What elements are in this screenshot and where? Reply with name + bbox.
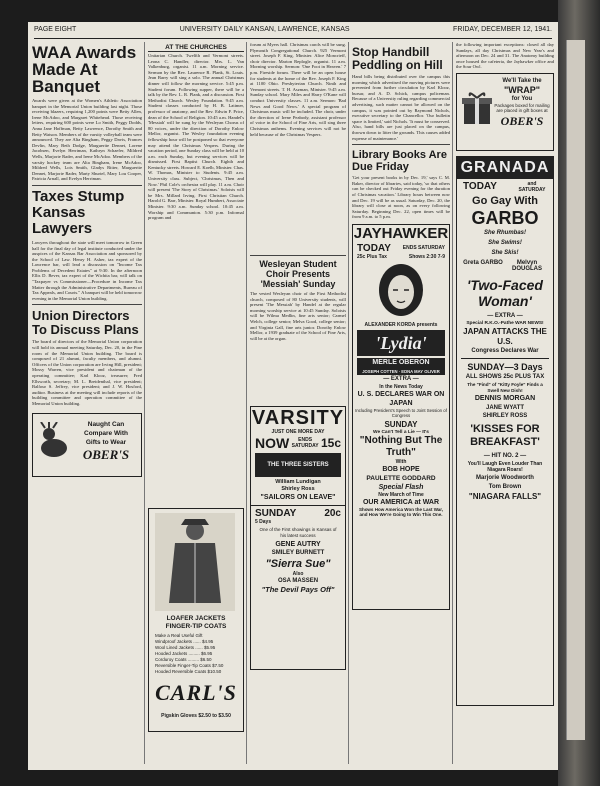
film-title: 'Two-Faced Woman' (467, 276, 543, 309)
ad-hit: — HIT NO. 2 — (483, 452, 527, 459)
ad-footer: Shows How America Won the Last War, and How We're Going to Win This One. (358, 506, 444, 518)
page-edges (566, 40, 585, 740)
ad-item: Wool Lined Jackets ...... $5.95 (155, 645, 216, 650)
obers-ad-wrap (456, 73, 554, 151)
article-library: 'Get your present books in by Dec. 19,' says C. M. Baker, director of libraries, said today, 'so that others can be checked out Friday evening for the duration of Christmas vacation.' Library hours between now and Dec. 19 will be as usual. Saturday, Dec. 20, the library will close at noon, as on every following Saturday. Beginning Dec. 22, open times will be from 9 a.m. to 5 p.m. (352, 175, 450, 220)
ad-price: 25c Plus Tax (357, 253, 387, 260)
headline-library: Library Books Are Due Friday (352, 149, 447, 174)
column-rule (348, 42, 349, 764)
film-title: "The Devil Pays Off" (261, 585, 335, 594)
ad-tagline: JUST ONE MORE DAY (271, 429, 325, 435)
ad-line: Gifts to Wear (85, 438, 127, 446)
page-number: PAGE EIGHT (34, 26, 77, 33)
ad-line: Naught Can (87, 420, 125, 428)
book-spine (558, 0, 600, 786)
ad-news-detail: Congress Declares War (471, 347, 539, 354)
gift-box-icon (460, 90, 494, 126)
film-banner: THE THREE SISTERS (255, 453, 341, 477)
ad-with: With (395, 458, 407, 465)
ad-price: 20c (324, 508, 341, 519)
ad-now: NOW (255, 435, 290, 451)
column-2 (148, 42, 244, 764)
issue-date: FRIDAY, DECEMBER 12, 1941. (453, 26, 552, 33)
ad-tagline: The "Find" of "Kitty Foyle" Finds a Swell New Dish! (467, 381, 543, 393)
star-name: PAULETTE GODDARD (366, 474, 436, 482)
ad-line: She Skis! (491, 249, 519, 256)
ad-footer: Pigskin Gloves $2.50 to $3.50 (161, 713, 231, 719)
headline-handbill: Stop Handbill Peddling on Hill (352, 45, 443, 72)
headline-taxes: Taxes Stump Kansas Lawyers (32, 187, 125, 237)
star-name: OSA MASSEN (277, 578, 319, 584)
column-rule (452, 42, 453, 764)
actress-portrait (371, 260, 431, 322)
film-title: 'KISSES FOR BREAKFAST' (470, 422, 540, 448)
ad-line: FINGER-TIP COATS (165, 623, 227, 630)
ad-item: Windproof Jackets ...... $4.95 (155, 639, 214, 644)
star-name: JANE WYATT (485, 404, 524, 411)
ad-line: "WRAP" (503, 84, 541, 95)
ad-item: Hooded Jackets ......... $6.95 (155, 651, 213, 656)
divider (352, 144, 450, 145)
film-title: "Nothing But The Truth" (359, 434, 443, 458)
star-name: SMILEY BURNETT (271, 550, 325, 556)
ad-line: She Rhumbas! (483, 229, 526, 236)
man-in-jacket-illustration (155, 513, 235, 611)
ad-extra: — EXTRA — (383, 375, 419, 382)
film-title: 'Lydia' (357, 330, 445, 356)
headline-churches: AT THE CHURCHES (148, 45, 244, 52)
ad-sunday: SUNDAY—3 Days (467, 361, 543, 372)
theater-name: GRANADA (457, 157, 553, 179)
column-rule (246, 42, 247, 764)
ad-march-title: OUR AMERICA at WAR (362, 498, 440, 506)
ad-line: LOAFER JACKETS (166, 615, 226, 622)
cast-name: William Lundigan (275, 479, 321, 485)
page-header (34, 26, 552, 39)
ad-price: 15c (320, 436, 341, 450)
varsity-theater-ad (250, 406, 346, 670)
ad-today: TODAY (463, 181, 497, 193)
ad-special: Special Flash (378, 483, 424, 491)
ad-item: Corduroy Coats ......... $6.50 (155, 657, 212, 662)
article-library-cont: the following important exceptions: closed all day Sundays, all day Christmas and New Year's and afternoon on Dec. 24 and 31. The Anatomy building once housed the cafeteria, the Jayhawker office and the Sour Owl. (456, 42, 554, 70)
article-waa-awards: Awards were given at the Women's Athletic Association banquet in the Memorial Union building last night. Those receiving blazers, requiring 1,200 points were Betty Allen, Irene McAdoo, and Margaret Whitehead. Those receiving letters, requiring 600 points were Lo Smith, Peggy Dodds, Anna Jane Hoffman, Betty Lawrence, Dorothy Smith and Betty Watson. Members of the varsity volleyball team were announced. They are Alta Bingham, Peggy Davis, Frances Devlin, Mary Beth Dodge, Marguerite Dennet, Lorene Jacobsen, Evelyn Herriman, Kathryn Schaefer, Mildred Wells, Marjorie Rader, and Irene McAdoo. Members of the varsity hockey team are Alta Bingham, Irene McAdoo, Mildred Wells, Lois Smith, Gladys Ritter, Marguerite Dennet, Marjorie Rader, Marty Shurtel, Mary Lou Cooper, Patricia Arnall, and Evelyn Herriman. (32, 98, 142, 182)
star-name: BOB HOPE (382, 465, 420, 473)
ad-extra: — EXTRA — (487, 312, 523, 319)
article-churches-cont: forum at Myers hall. Christmas carols will be sung. Plymouth Congregational Church. 925 Vermont street. Joseph F. King, Minister. Alice Moncrieff, choir director. Marion Replogle, organist. 11 a.m. Morning worship. Sermon: 'One Foot in Heaven.' 7 p.m. Fireside forum. There will be an open house for students at the home of the Rev. Joseph F. King at 1100 Ohio. Presbyterian Church. Ninth and Vermont streets. T. H. Aszman, Minister. 9:45 a.m. Sunday school. Mary Miles and Harry O'Kane will conduct University classes. 11 a.m. Sermon: 'Bad News and Good News.' A special program of Christmas music will be included. The choir, under the direction of Irene Peabody, assistant professor of voice in the School of Fine Arts, will sing three Christmas anthems. Evening services will not be held because of the Christmas Vespers. (250, 42, 346, 137)
ad-item: Hooded Reversible Coats $10.50 (155, 669, 222, 674)
ad-days: 5 Days (255, 519, 272, 525)
star-name: Tom Brown (488, 483, 522, 490)
ad-item: Make a Real Useful Gift (155, 633, 203, 638)
star-name: SHIRLEY ROSS (482, 412, 528, 419)
theater-name: VARSITY (251, 407, 345, 429)
ad-presents: ALEXANDER KORDA presents (364, 321, 438, 328)
ad-ends: ENDS SATURDAY (402, 245, 445, 252)
ad-tagline: Go Gay With (472, 194, 538, 207)
newspaper-page (28, 22, 558, 770)
divider (32, 185, 142, 186)
star-name: GARBO (471, 207, 539, 228)
star-name: Melvyn DOUGLAS (512, 259, 542, 272)
star-name: DENNIS MORGAN (474, 394, 536, 402)
ad-news-headline: JAPAN ATTACKS THE U.S. (463, 326, 547, 346)
article-handbill: Hand bills being distributed over the campus this morning which advertised the moving pictures were prevented from further circulation by Karl Klooz, bursar, and A. D. Schick, campus policeman. Because of a University ruling regarding commercial advertising, such matter cannot be allowed on the campus, it was pointed out by Raymond Nichols, executive secretary to the Chancellor. 'Our bulletin space is limited,' said Nichols. 'It must be conserved. Also, hand bills are just placed on the campus, thrown down to litter the grounds. This causes added expense of maintenance.' (352, 74, 450, 141)
headline-waa-awards: WAA Awards Made At Banquet (32, 43, 137, 96)
ad-march: New March of Time (378, 491, 424, 498)
cast-name: Shirley Ross (281, 486, 315, 492)
star-name: Greta GARBO (463, 259, 503, 266)
ad-sunday: SUNDAY (255, 508, 297, 519)
ad-sunday: SUNDAY (384, 419, 418, 429)
column-3 (250, 42, 346, 764)
ad-price: ALL SHOWS 25c PLUS TAX (465, 373, 545, 380)
column-4 (352, 42, 450, 764)
ad-news-headline: U. S. DECLARES WAR ON JAPAN (357, 390, 445, 407)
article-wesleyan-choir: The vested Wesleyan choir of the First Methodist church, composed of 80 University students, will present 'The Messiah' by Handel at the regular morning worship service at 10:45 Sunday. Soloists will be Wilma Medlin, fine arts senior; Carmel Welch, college senior; Melva Good, college senior; and Virginia Gall, fine arts junior. Dorothy Enlow Mellor, a 1939 graduate of the School of Fine Arts, will be at the organ. (250, 291, 346, 341)
cast-list: JOSEPH COTTEN · EDNA MAY OLIVER (357, 368, 445, 375)
ad-line: We'll Take the (502, 77, 542, 84)
divider (32, 304, 142, 305)
headline-union-directors: Union Directors To Discuss Plans (32, 308, 139, 338)
column-5 (456, 42, 554, 764)
ad-tagline: We Can't Tell a Lie — It's (373, 429, 429, 435)
ad-line: Packages boxed for mailing are placed in gift boxes at (494, 102, 550, 114)
ad-today: TODAY (357, 242, 391, 254)
star-name: Marjorie Woodworth (476, 474, 534, 481)
ad-and-saturday: and SATURDAY (518, 180, 546, 193)
obers-ad-gifts (32, 413, 142, 477)
article-union-directors: The board of directors of the Memorial Union corporation will hold its annual meeting Saturday, Dec. 20, in the Pine room of the Memorial Union building. The board is composed of 21 alumni, faculty members, and alumni. Officers of the Union corporation are Irving Hill, president; Mossy Warren, vice president and chairman of the operating committee; Karl Klooz, treasurer; Fred Ellsworth, secretary; M. L. Breidenthal, vice president; Balfour S. Jeffrey, vice president; and J. W. Hosford, auditor. Business at the meeting will include reports of the building committee and operation committee of the Memorial Union building. (32, 339, 142, 406)
column-rule (144, 42, 145, 764)
paper-masthead: UNIVERSITY DAILY KANSAN, LAWRENCE, KANSAS (179, 26, 350, 33)
ad-line: for You (511, 95, 533, 102)
jayhawker-theater-ad (352, 224, 450, 610)
ad-item: Reversible Finger-Tip Coats $7.50 (155, 663, 224, 668)
ad-store-name: OBER'S (82, 446, 130, 462)
ad-ends: ENDS SATURDAY (291, 437, 319, 449)
ad-news: In the News Today (379, 383, 423, 390)
reindeer-icon (37, 422, 71, 462)
ad-news: Special R.K.O.-Pathe WAR NEWS! (466, 320, 544, 326)
star-name: GENE AUTRY (275, 541, 321, 548)
film-title: "SAILORS ON LEAVE" (260, 494, 336, 501)
ad-line: She Swims! (488, 239, 522, 246)
film-title: "NIAGARA FALLS" (468, 491, 542, 501)
article-taxes: Lawyers throughout the state will meet tomorrow in Green hall for the final day of legal institute conducted under the auspices of the Kansas Bar Association and sponsored by the School of Law. Henry H. Asher, tax expert of the Lawrence bar, will lead a discussion on "Income Tax Problems of Decedent Estates" at 9:30. In the afternoon Ellis D. Bever, tax expert of the Wichita bar, will talk on "Taxpayer vs Commissioner—Procedure in Income Tax Matter through the Administrative Departments, Bureau of Tax Appeals, and Courts." A banquet will be held tomorrow evening in the Memorial Union building. (32, 239, 142, 301)
star-name: MERLE OBERON (357, 358, 445, 368)
ad-store-name: OBER'S (500, 113, 544, 128)
divider (250, 255, 346, 256)
column-1 (32, 42, 142, 764)
article-churches: Unitarian Church. Twelfth and Vermont streets. Leona C. Handler, director. Mrs. L. Van Valkenburg, organist. 11 a.m. Morning service. Sermon by the Rev. Laurence R. Plank, St. Louis. Jean Barry will sing a solo. The annual Christmas dinner will follow the morning service. 5:45 p.m. Student forum. Following supper, there will be a talk by the Rev. L. R. Plank, and a discussion. First Methodist Church. Wesley Foundation. 9:45 a.m. Student classes conducted by H. B. Latimer, professor of anatomy, and the Rev. Edwin F. Price, dean of the School of Religion. 10:45 a.m. Handel's 'Messiah' will be sung by the Wesleyan Chorus of 80 voices, under the direction of Dorothy Enlow Mellor, organist. The Wesley foundation evening fellowship hour will be postponed so that everyone may attend the Christmas Vespers. During the vacation period, one Sunday class will be held at 10 a.m. each Sunday, but evening services will be dismissed. First Baptist Church. Eighth and Kentucky streets. Howard E. Koelb, Minister. Chas. W. Thomas, Minister to Students. 9:45 a.m. University class. Subject, 'Christmas, Then and Now.' Phil Cole's orchestra will play. 11 a.m. Choir will present 'The Story of Christmas.' Soloists will be Mrs. Millard Irving. First Christian Church. Harold G. Barr, Minister. Royal Humbert, Associate Minister. 9:30 a.m. Sunday school. 10:45 a.m. Worship and Communion. 5:30 p.m. Informal program and (148, 53, 244, 221)
ad-also: Also (292, 571, 304, 577)
ad-note: One of the First showings in Kansas of his latest success (259, 527, 337, 538)
carls-ad-jackets (148, 508, 244, 732)
ad-line: Compare With (84, 429, 128, 437)
headline-wesleyan-choir: Wesleyan Student Choir Presents 'Messiah' Sunday (259, 259, 337, 289)
film-title: "Sierra Sue" (265, 558, 331, 570)
ad-showtimes: Shows 2:30 7-9 (408, 253, 445, 260)
ad-news-detail: Including President's Speech to Joint Session of Congress (355, 407, 447, 419)
ad-store-name: CARL'S (155, 680, 237, 705)
ad-tagline: You'll Laugh Even Louder Than Niagara Roars! (467, 460, 543, 474)
granada-theater-ad (456, 156, 554, 706)
theater-name: JAYHAWKER (353, 224, 449, 242)
